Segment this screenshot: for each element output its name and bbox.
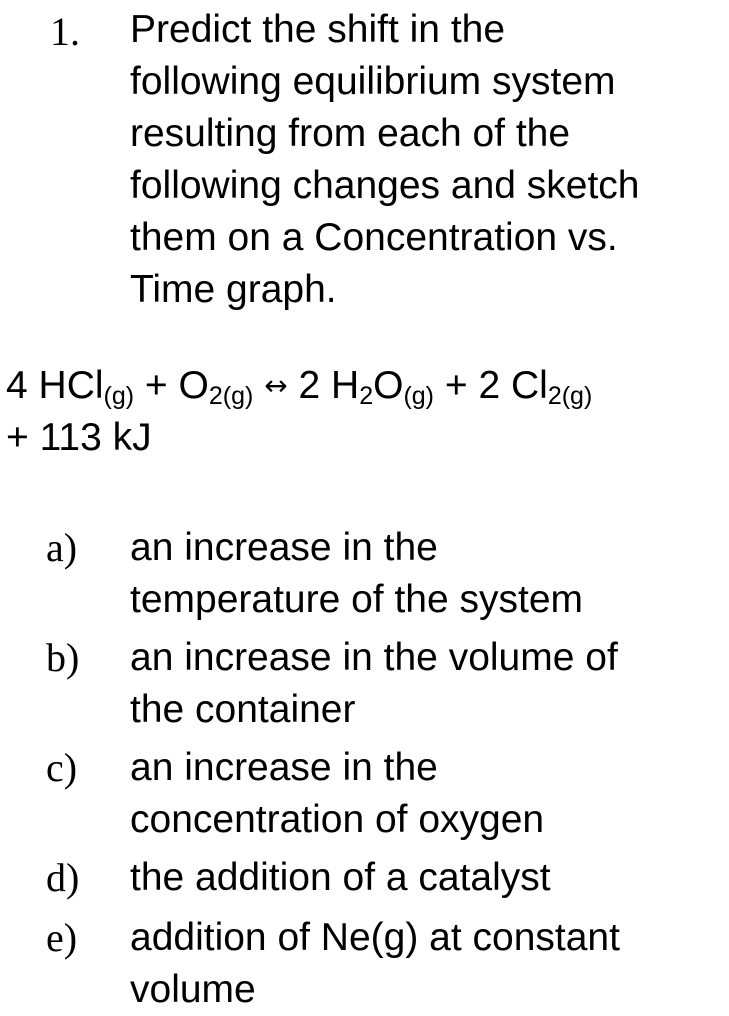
option-line: temperature of the system [130, 578, 584, 621]
question-line: them on a Concentration vs. [130, 216, 618, 259]
product-h2o: 2 H [287, 364, 360, 407]
option-label: e) [46, 915, 78, 960]
cl2-subscript: 2(g) [547, 382, 593, 410]
chemical-equation [6, 361, 726, 415]
equilibrium-arrow: ↔ [264, 369, 288, 402]
option-line: the addition of a catalyst [130, 856, 551, 899]
o2-subscript: 2(g) [208, 382, 254, 410]
option-text [130, 632, 726, 736]
option-label: a) [46, 525, 78, 570]
option-line: volume [130, 968, 256, 1011]
question-text [130, 4, 725, 316]
hcl-state: (g) [103, 382, 135, 410]
option-label: d) [46, 855, 80, 900]
question-line: following changes and sketch [130, 164, 640, 207]
option-label: b) [46, 635, 80, 680]
option-line: addition of Ne(g) at constant [130, 916, 620, 959]
option-text [130, 742, 726, 846]
question-line: Time graph. [130, 268, 337, 311]
reactant-o2: + O [134, 364, 209, 407]
product-cl2: + 2 Cl [434, 364, 548, 407]
option-line: an increase in the [130, 526, 438, 569]
option-text [130, 852, 726, 904]
question-number: 1. [50, 9, 80, 54]
question-line: Predict the shift in the [130, 8, 506, 51]
question-line: following equilibrium system [130, 60, 616, 103]
option-line: the container [130, 688, 356, 731]
question-line: resulting from each of the [130, 112, 571, 155]
equation-energy: + 113 kJ [6, 416, 152, 459]
h2o-state: (g) [403, 382, 435, 410]
option-label: c) [46, 745, 78, 790]
h2o-subscript: 2 [359, 382, 374, 410]
option-text [130, 522, 726, 626]
reactant-hcl: 4 HCl [6, 364, 104, 407]
option-line: concentration of oxygen [130, 798, 545, 841]
product-h2o-o: O [373, 364, 404, 407]
option-line: an increase in the [130, 746, 438, 789]
option-line: an increase in the volume of [130, 636, 618, 679]
option-text [130, 912, 726, 1016]
